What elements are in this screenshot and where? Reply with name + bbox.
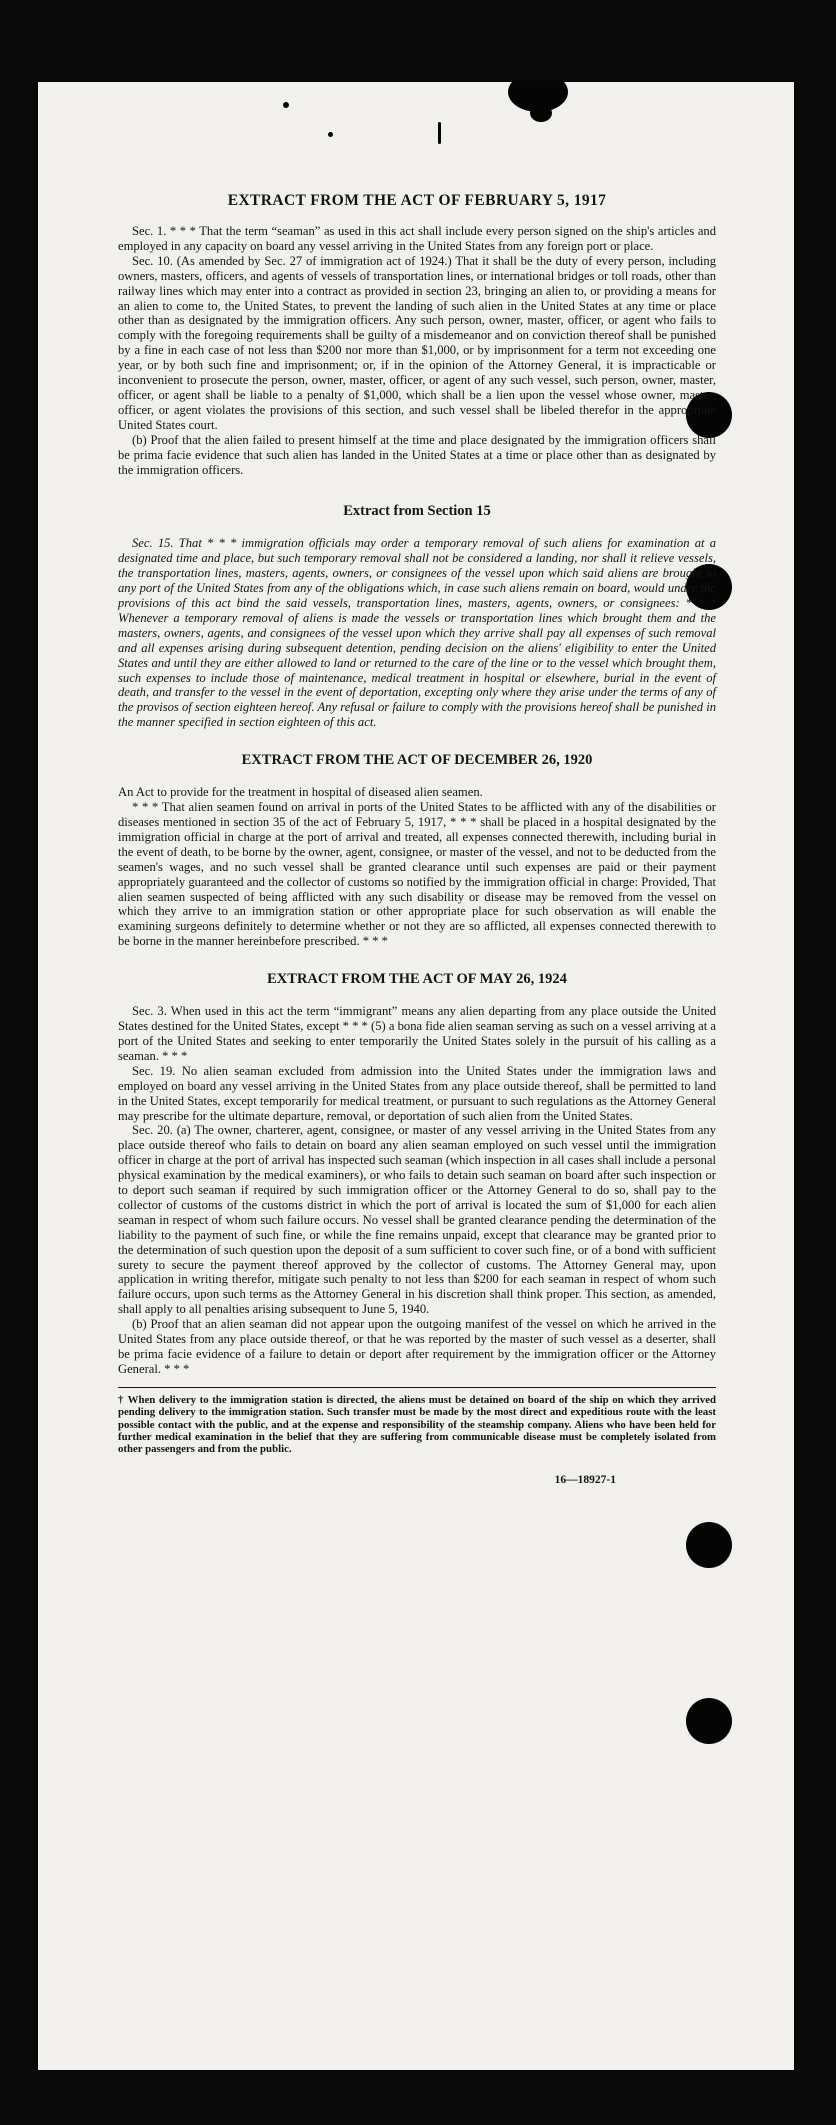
- heading-act-1924: EXTRACT FROM THE ACT OF MAY 26, 1924: [267, 971, 567, 988]
- paragraph-section-19: Sec. 19. No alien seaman excluded from admission into the United States under the immigration laws and employed on board any vessel arriving in the United States from any place outside thereof, shall be permitted to land in the United States, except temporarily for medical treatment, or pursuant to such regulations as the Attorney General may prescribe for the ultimate departure, removal, or deportation of such alien from the United States.: [118, 1063, 716, 1123]
- paragraph-section-3: Sec. 3. When used in this act the term “immigrant” means any alien departing from any place outside the United States destined for the United States, except * * * (5) a bona fide alien seaman serving as such on a vessel arriving at a port of the United States and seeking to enter temporarily the United States solely in the pursuit of his calling as a seaman. * * *: [118, 1004, 716, 1063]
- document-body: [118, 192, 716, 1486]
- paragraph-section-10: Sec. 10. (As amended by Sec. 27 of immigration act of 1924.) That it shall be the duty of every person, including owners, masters, officers, and agents of vessels of transportation lines, or international bridges or toll roads, other than railway lines which may enter into a contract as provided in section 23, bringing an alien to, or providing a means for an alien to come to, the United States, to prevent the landing of such alien in the United States at any time or place other than as designated by the immigration officers. Any such person, owner, master, officer, or agent who fails to comply with the foregoing requirements shall be guilty of a misdemeanor and on conviction thereof shall be punished by a fine in each case of not less than $200 nor more than $1,000, or by imprisonment for a term not exceeding one year, or by both such fine and imprisonment; or, if in the opinion of the Attorney General, it is impracticable or inconvenient to prosecute the person, owner, master, officer, or agent of any such vessel, such person, owner, master, officer, or agent shall be liable to a penalty of $1,000, which shall be a lien upon the vessel whose owner, master, officer, or agent violates the provisions of this section, and such vessel shall be libeled therefor in the appropriate United States court.: [118, 253, 716, 432]
- paragraph-section-20: Sec. 20. (a) The owner, charterer, agent, consignee, or master of any vessel arriving in the United States from any place outside thereof who fails to detain on board any alien seaman employed on such vessel until the immigration officer in charge at the port of arrival has inspected such seaman (which inspection in all cases shall include a personal physical examination by the medical examiners), or who fails to detain such seaman on board after such inspection or to deport such seaman if required by such immigration officer or the Attorney General to do so, shall pay to the collector of customs of the customs district in which the port of arrival is located the sum of $1,000 for each alien seaman in respect of whom such failure occurs. No vessel shall be granted clearance pending the determination of the liability to the payment of such fine, or while the fine remains unpaid, except that clearance may be granted prior to the determination of such question upon the deposit of a sum sufficient to cover such fine, or of a bond with sufficient surety to secure the payment thereof approved by the collector of customs. The Attorney General may, upon application in writing therefor, mitigate such penalty to not less than $200 for each seaman in respect of whom such failure occurs, upon such terms as the Attorney General in his discretion shall think proper. This section, as amended, shall apply to all penalties arising subsequent to June 5, 1940.: [118, 1123, 716, 1317]
- subheading-section-15: Extract from Section 15: [343, 503, 491, 520]
- ink-blot: [530, 104, 552, 122]
- paragraph-section-1: Sec. 1. * * * That the term “seaman” as used in this act shall include every person signed on the ship's articles and employed in any capacity on board any vessel arriving in the United States from any foreign port or place.: [118, 224, 716, 253]
- paragraph-1920-title: An Act to provide for the treatment in hospital of diseased alien seamen.: [118, 785, 483, 800]
- ink-blot: [438, 122, 441, 144]
- heading-act-1920: EXTRACT FROM THE ACT OF DECEMBER 26, 1920: [241, 752, 593, 769]
- paragraph-section-20b: (b) Proof that an alien seaman did not appear upon the outgoing manifest of the vessel on which he arrived in the United States from any place outside thereof, or that he was reported by the master of such vessel as a deserter, shall be prima facie evidence of a failure to detain or deport after requirement by the immigration officer or the Attorney General. * * *: [118, 1317, 716, 1376]
- punch-hole: [686, 1698, 732, 1744]
- heading-act-1917: EXTRACT FROM THE ACT OF FEBRUARY 5, 1917: [227, 192, 607, 209]
- footnote: † When delivery to the immigration station is directed, the aliens must be detained on board of the ship on which they arrived pending delivery to the immigration station. Such transfer must be made by the most direct and expeditious route with the least possible contact with the public, and at the expense and responsibility of the steamship company. Aliens who have been held for further medical examination in the belief that they are suffering from communicable disease must be completely isolated from other passengers and from the public.: [118, 1393, 716, 1456]
- form-number: 16—18927-1: [554, 1473, 616, 1486]
- punch-hole: [686, 1522, 732, 1568]
- document-page: [38, 82, 794, 2070]
- paragraph-section-15: Sec. 15. That * * * immigration officials may order a temporary removal of such aliens for examination at a designated time and place, but such temporary removal shall not be considered a landing, nor shall it relieve vessels, the transportation lines, masters, agents, owners, or consignees of the vessel upon which said aliens are brought to any port of the United States from any of the obligations which, in case such aliens remain on board, would under the provisions of this act bind the said vessels, transportation lines, masters, agents, owners, or consignees: * * * Whenever a temporary removal of aliens is made the vessels or transportation lines which brought them and the masters, owners, agents, and consignees of the vessel upon which they arrive shall pay all expenses of such removal and all expenses arising during subsequent detention, pending decision on the aliens' eligibility to enter the United States and until they are either allowed to land or returned to the care of the line or to the vessel which brought them, such expenses to include those of maintenance, medical treatment in hospital or elsewhere, burial in the event of death, and transfer to the vessel in the event of deportation, excepting only where they arise under the terms of any of the provisos of section eighteen hereof. Any refusal or failure to comply with the provisions hereof shall be punished in the manner specified in section eighteen of this act.: [118, 536, 716, 730]
- paragraph-section-10b: (b) Proof that the alien failed to present himself at the time and place designated by the immigration officers shall be prima facie evidence that such alien has landed in the United States at a time or place other than as designated by the immigration officers.: [118, 432, 716, 477]
- ink-blot: [328, 132, 333, 137]
- ink-blot: [283, 102, 289, 108]
- footnote-rule: [118, 1387, 716, 1388]
- paragraph-1920-body: * * * That alien seamen found on arrival in ports of the United States to be afflicted with any of the disabilities or diseases mentioned in section 35 of the act of February 5, 1917, * * * shall be placed in a hospital designated by the immigration official in charge at the port of arrival and treated, all expenses connected therewith, including burial in the event of death, to be borne by the owner, agent, consignee, or master of the vessel, and not to be deducted from the seamen's wages, and no such vessel shall be granted clearance until such expenses are paid or their payment appropriately guaranteed and the collector of customs so notified by the immigration official in charge: Provided, That alien seamen suspected of being afflicted with any such disability or disease may be removed from the vessel on which they arrive to an immigration station or other appropriate place for such observation as will enable the examining surgeons definitely to determine whether or not they are so afflicted, all expenses connected therewith to be borne in the manner hereinbefore prescribed. * * *: [118, 800, 716, 949]
